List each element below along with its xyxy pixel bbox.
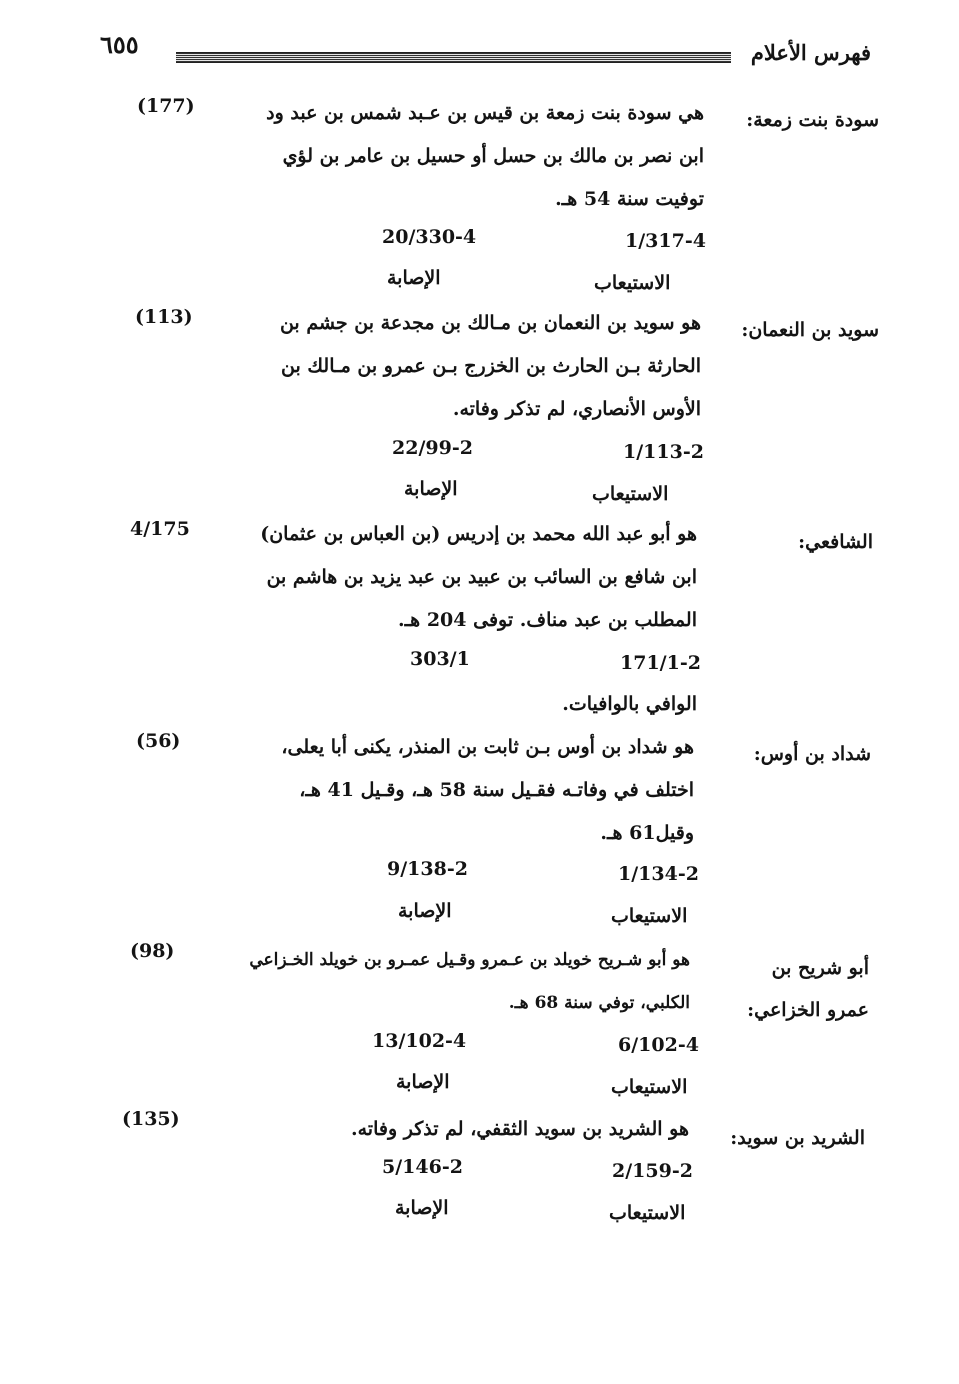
citation-istiab: 6/102-4 [618,1034,699,1056]
source-isaba: الإصابة [387,267,441,289]
source-istiab: الاستيعاب [611,1076,688,1098]
entry-text-line: وقيل61 هـ. [600,822,694,844]
entry-name: سويد بن النعمان: [741,319,879,341]
source-istiab: الاستيعاب [611,905,688,927]
source-istiab: الاستيعاب [594,272,671,294]
entry-name: الشافعي: [798,531,873,553]
entry-reference: (98) [130,940,175,962]
entry-text-line: هو شداد بن أوس بـن ثابت بن المنذر، يكنى أبا يعلى، [281,736,694,758]
entry-text-line: هو أبو عبد الله محمد بن إدريس (بن العباس بن عثمان) [260,523,697,545]
citation-wafi-1: 171/1-2 [620,652,701,674]
entry-text-line: ابن نصر بن مالك بن حسل أو حسيل بن عامر بن لؤي [282,145,704,167]
entry-text-line: الحارثة بـن الحارث بن الخزرج بـن عمرو بن مـالك بن [281,355,701,377]
citation-isaba: 9/138-2 [387,858,468,880]
source-isaba: الإصابة [404,478,458,500]
entry-text-line: هي سودة بنت زمعة بن قيس بن عـبد شمس بن عبد ود [266,102,704,124]
citation-istiab: 1/134-2 [618,863,699,885]
source-isaba: الإصابة [396,1071,450,1093]
entry-text-line: اختلف في وفاتـه فقـيل سنة 58 هـ، وقـيل 41 هـ، [299,779,694,801]
source-isaba: الإصابة [398,900,452,922]
citation-isaba: 5/146-2 [382,1156,463,1178]
entry-name: الشريد بن سويد: [730,1127,865,1149]
header-rule [176,52,731,63]
source-istiab: الاستيعاب [592,483,669,505]
entry-text-line: هو سويد بن النعمان بن مـالك بن مجدعة بن جشم بن [279,312,701,334]
citation-isaba: 20/330-4 [382,226,477,248]
source-istiab: الاستيعاب [609,1202,686,1224]
entry-text-line: ابن شافع بن السائب بن عبيد بن عبد يزيد بن هاشم بن [266,566,697,588]
citation-isaba: 22/99-2 [392,437,473,459]
entry-name: عمرو الخزاعي: [747,999,869,1021]
entry-text-line: الأوس الأنصاري، لم تذكر وفاته. [452,398,701,420]
entry-name: أبو شريح بن [771,957,869,979]
entry-reference: (56) [136,730,181,752]
entry-text-line: المطلب بن عبد مناف. توفى 204 هـ. [398,609,697,631]
citation-isaba: 13/102-4 [372,1030,467,1052]
entry-reference: 4/175 [130,518,190,540]
citation-istiab: 2/159-2 [612,1160,693,1182]
entry-name: سودة بنت زمعة: [746,109,879,131]
entry-reference: (135) [122,1108,180,1130]
citation-istiab: 1/317-4 [625,230,706,252]
page-number: ٦٥٥ [100,30,139,59]
source-isaba: الإصابة [395,1197,449,1219]
entry-text-line: توفيت سنة 54 هـ. [555,188,704,210]
entry-text-line: الكلبي، توفي سنة 68 هـ. [508,993,690,1013]
page-title: فهرس الأعلام [750,40,871,65]
entry-name: شداد بن أوس: [753,743,871,765]
entry-text-line: هو الشريد بن سويد الثقفي، لم تذكر وفاته. [350,1118,689,1140]
citation-wafi-2: 303/1 [410,648,470,670]
source-wafi: الوافي بالوافيات. [562,693,697,715]
citation-istiab: 1/113-2 [623,441,704,463]
entry-reference: (113) [135,306,193,328]
entry-reference: (177) [137,95,195,117]
entry-text-line: هو أبو شـريح خويلد بن عـمرو وقـيل عمـرو بن خويلد الخـزاعي [249,950,690,970]
